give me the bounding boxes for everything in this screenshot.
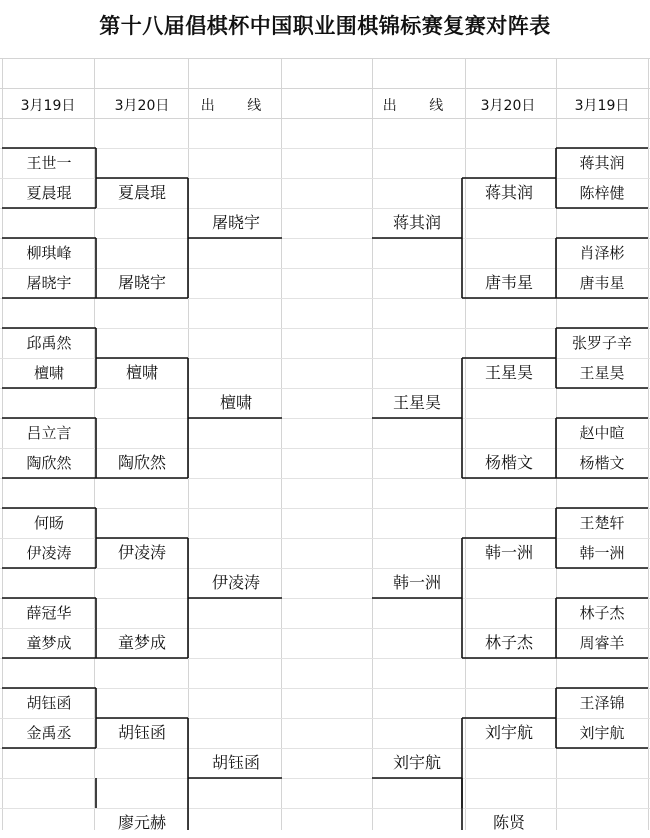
round2-player: 陶欣然 xyxy=(117,453,166,472)
round2-player: 唐韦星 xyxy=(484,273,533,292)
round2-player: 王星昊 xyxy=(484,363,533,382)
round1-player: 刘宇航 xyxy=(579,724,625,742)
round1-player: 唐韦星 xyxy=(579,274,625,292)
round1-player: 陈梓健 xyxy=(579,184,625,202)
qualifier-player: 檀啸 xyxy=(219,393,252,412)
round1-player: 王泽锦 xyxy=(579,694,625,712)
round1-player: 胡钰函 xyxy=(26,694,72,712)
header-left-round2: 3月20日 xyxy=(114,98,170,114)
round1-player: 何旸 xyxy=(33,514,64,532)
round2-player: 韩一洲 xyxy=(484,543,533,562)
round1-player: 吕立言 xyxy=(26,424,72,442)
qualifier-player: 胡钰函 xyxy=(211,753,260,772)
round2-player: 陈贤 xyxy=(492,813,525,832)
round1-player: 周睿羊 xyxy=(579,634,625,652)
round1-player: 夏晨琨 xyxy=(26,184,72,202)
round1-player: 檀啸 xyxy=(33,364,64,382)
round2-player: 刘宇航 xyxy=(484,723,533,742)
round1-player: 蒋其润 xyxy=(579,154,625,172)
round1-player: 屠晓宇 xyxy=(26,274,72,292)
qualifier-player: 刘宇航 xyxy=(392,753,441,772)
round1-player: 王世一 xyxy=(26,154,72,172)
header-right-qualifier: 出 线 xyxy=(382,98,458,114)
qualifier-player: 屠晓宇 xyxy=(211,213,260,232)
page-title: 第十八届倡棋杯中国职业围棋锦标赛复赛对阵表 xyxy=(99,14,551,38)
round2-player: 夏晨琨 xyxy=(117,183,166,202)
qualifier-player: 伊凌涛 xyxy=(211,573,260,592)
header-left-round1: 3月19日 xyxy=(20,98,76,114)
round1-player: 王楚轩 xyxy=(579,514,625,532)
round1-player: 薛冠华 xyxy=(26,604,72,622)
round1-player: 柳琪峰 xyxy=(26,244,72,262)
header-right-round2: 3月20日 xyxy=(480,98,536,114)
round2-player: 胡钰函 xyxy=(117,723,166,742)
round1-player: 林子杰 xyxy=(579,604,625,622)
round2-player: 童梦成 xyxy=(117,633,166,652)
header-right-round1: 3月19日 xyxy=(574,98,630,114)
round1-player: 金禹丞 xyxy=(26,724,72,742)
round1-player: 肖泽彬 xyxy=(579,244,625,262)
round1-player: 童梦成 xyxy=(26,634,72,652)
round2-player: 伊凌涛 xyxy=(117,543,166,562)
round2-player: 屠晓宇 xyxy=(117,273,166,292)
round2-player: 檀啸 xyxy=(125,363,158,382)
round1-player: 伊凌涛 xyxy=(26,544,72,562)
qualifier-player: 王星昊 xyxy=(392,393,441,412)
round1-player: 陶欣然 xyxy=(26,454,72,472)
round2-player: 蒋其润 xyxy=(484,183,533,202)
round2-player: 廖元赫 xyxy=(117,813,166,832)
round1-player: 杨楷文 xyxy=(579,454,625,472)
header-left-qualifier: 出 线 xyxy=(200,98,276,114)
round1-player: 王星昊 xyxy=(579,364,625,382)
round2-player: 杨楷文 xyxy=(484,453,533,472)
qualifier-player: 蒋其润 xyxy=(392,213,441,232)
qualifier-player: 韩一洲 xyxy=(392,573,441,592)
round2-player: 林子杰 xyxy=(484,633,533,652)
round1-player: 张罗子辛 xyxy=(571,334,632,352)
round1-player: 邱禹然 xyxy=(26,334,72,352)
round1-player: 赵中暄 xyxy=(579,424,625,442)
round1-player: 韩一洲 xyxy=(579,544,625,562)
